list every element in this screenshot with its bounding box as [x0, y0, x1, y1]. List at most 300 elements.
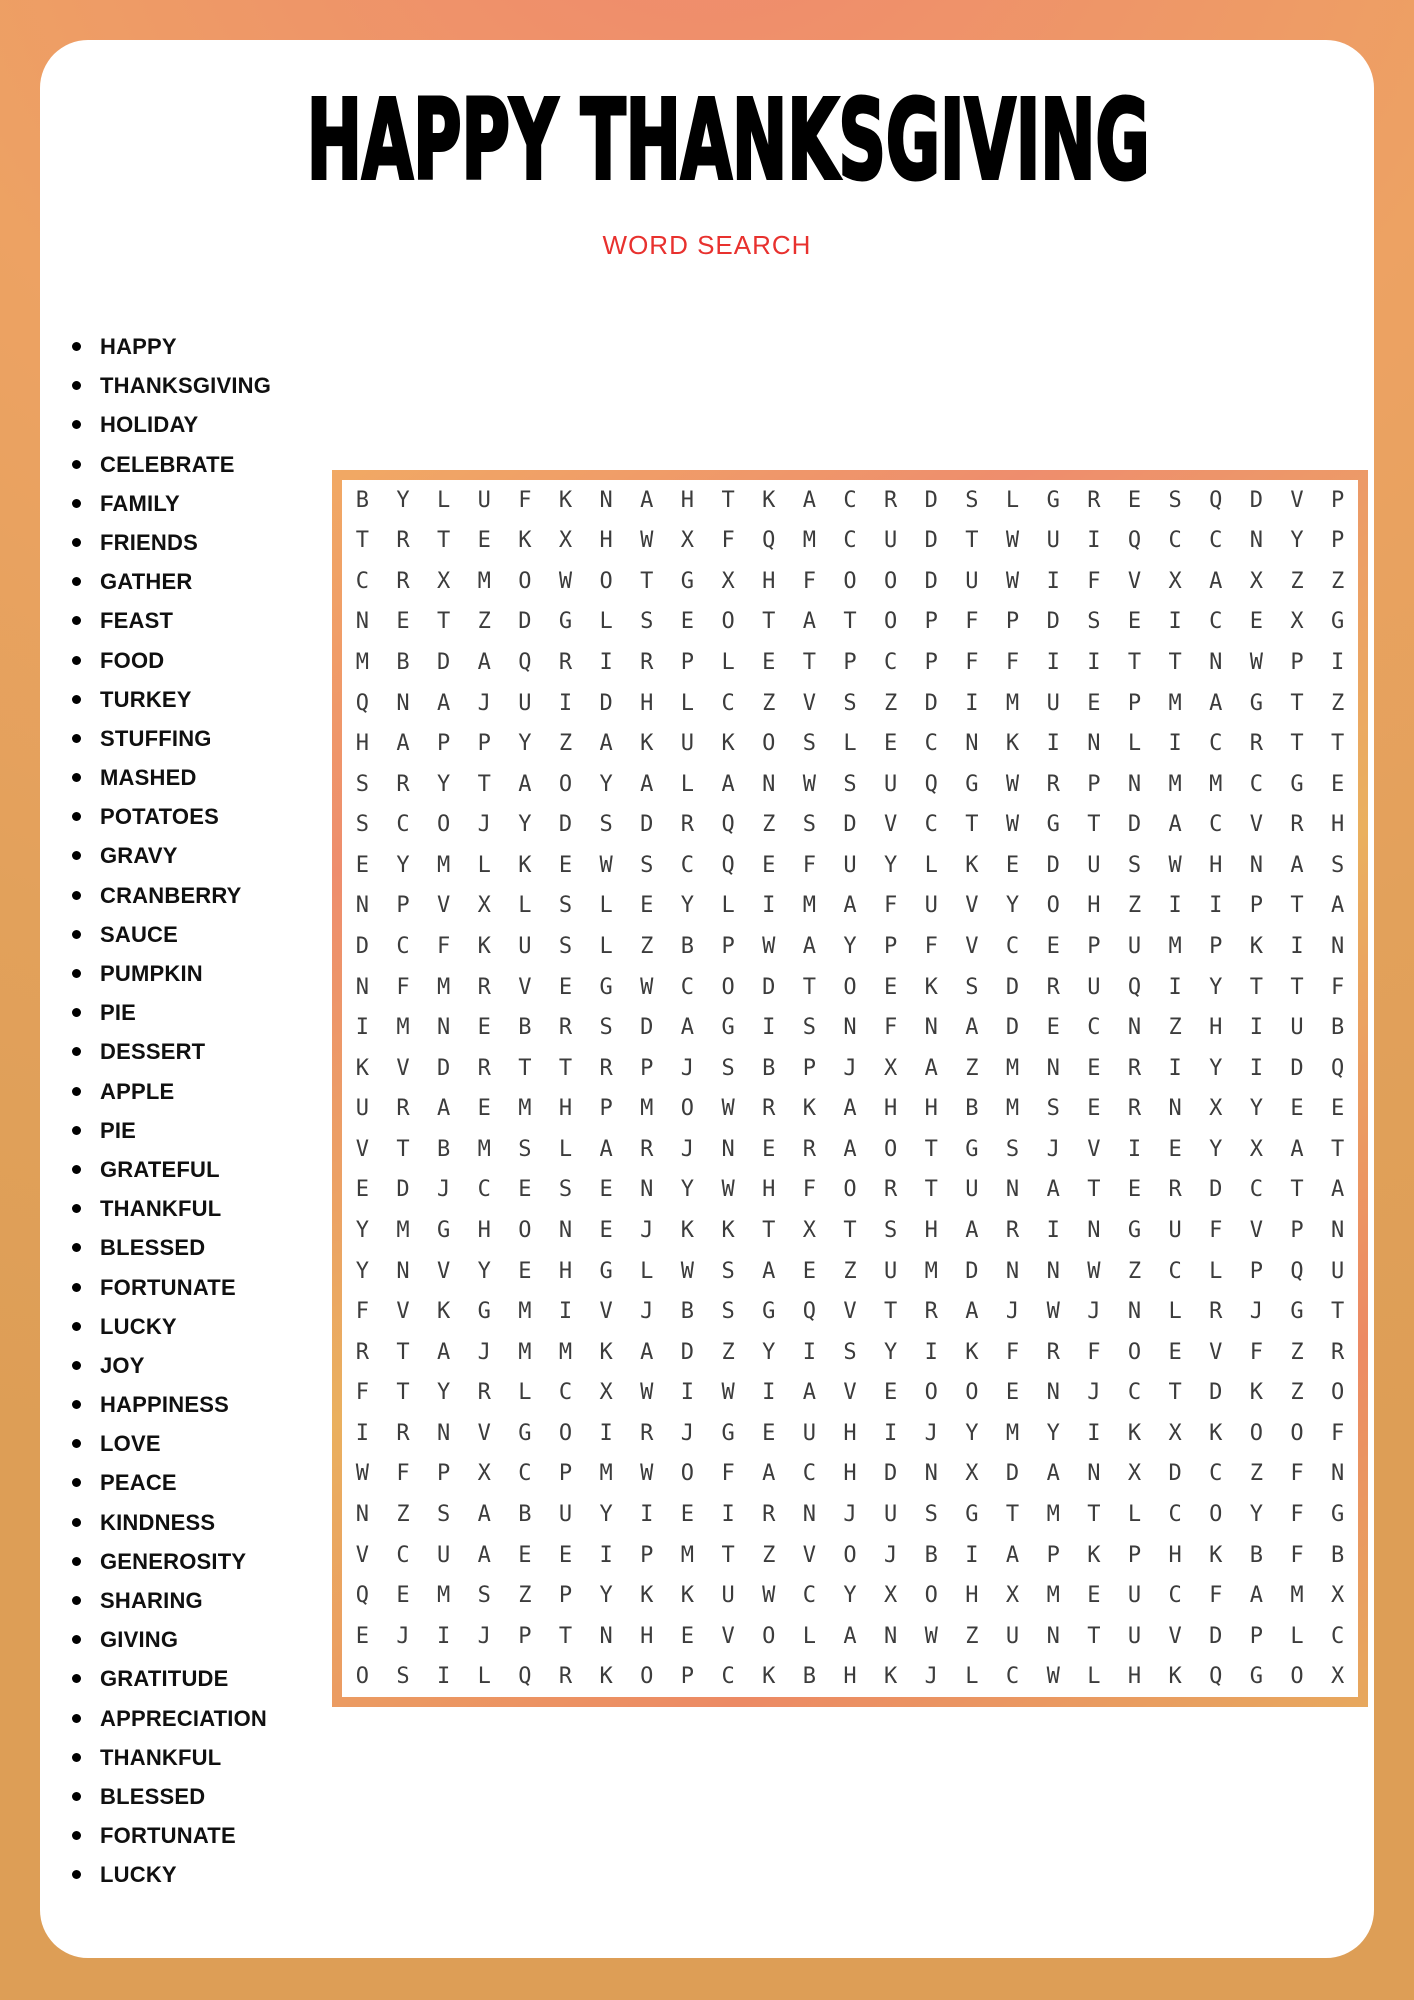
grid-letter: E — [1005, 852, 1020, 878]
grid-letter: Y — [680, 893, 695, 919]
grid-letter: K — [721, 731, 735, 757]
grid-letter: G — [965, 1136, 979, 1162]
grid-letter: Q — [762, 528, 776, 554]
grid-letter: O — [762, 1623, 776, 1649]
grid-letter: V — [436, 893, 451, 919]
grid-letter: P — [640, 1055, 654, 1081]
grid-letter: R — [1087, 487, 1101, 513]
grid-letter: C — [1209, 731, 1223, 757]
grid-letter: A — [477, 650, 491, 676]
grid-letter: H — [680, 487, 695, 513]
grid-border-frame — [332, 470, 1368, 1707]
grid-letter: E — [1168, 1339, 1182, 1365]
grid-letter: G — [1249, 690, 1264, 716]
grid-letter: J — [1249, 1299, 1264, 1325]
grid-letter: V — [477, 1420, 491, 1446]
grid-letter: X — [1005, 1583, 1020, 1609]
grid-letter: M — [640, 1096, 654, 1122]
grid-letter: D — [518, 609, 532, 635]
grid-letter: X — [477, 893, 491, 919]
grid-letter: J — [680, 1055, 695, 1081]
grid-letter: R — [1290, 812, 1304, 838]
word-list-item: GENEROSITY — [72, 1542, 271, 1581]
grid-letter: F — [1290, 1542, 1304, 1568]
grid-letter: Q — [1209, 1664, 1223, 1690]
grid-letter: S — [436, 1501, 451, 1527]
grid-letter: G — [680, 568, 695, 594]
grid-letter: N — [1046, 1623, 1060, 1649]
grid-letter: O — [558, 771, 573, 797]
grid-letter: I — [1168, 1055, 1182, 1081]
grid-letter: T — [1331, 731, 1345, 757]
grid-letter: Y — [965, 1420, 979, 1446]
grid-letter: U — [721, 1583, 735, 1609]
grid-letter: Q — [924, 771, 938, 797]
grid-letter: J — [843, 1055, 857, 1081]
grid-letter: M — [680, 1542, 695, 1568]
grid-letter: V — [1249, 1217, 1264, 1243]
grid-letter: U — [477, 487, 491, 513]
grid-letter: K — [721, 1217, 735, 1243]
word-list-item: BLESSED — [72, 1777, 271, 1816]
grid-letter: D — [762, 974, 776, 1000]
grid-letter: Y — [762, 1339, 776, 1365]
grid-letter: T — [1331, 1299, 1345, 1325]
grid-letter: E — [1127, 1177, 1142, 1203]
grid-letter: T — [924, 1177, 938, 1203]
grid-letter: E — [1331, 771, 1345, 797]
grid-letter: L — [1005, 487, 1020, 513]
grid-letter: K — [1005, 731, 1020, 757]
grid-letter: N — [1087, 1461, 1101, 1487]
grid-letter: H — [1209, 852, 1223, 878]
grid-letter: T — [1127, 650, 1142, 676]
grid-letter: K — [965, 852, 979, 878]
grid-letter: B — [1249, 1542, 1264, 1568]
word-list-item: APPLE — [72, 1072, 271, 1111]
grid-letter: J — [640, 1217, 654, 1243]
grid-letter: Z — [1290, 1339, 1304, 1365]
word-list — [72, 327, 271, 1895]
grid-letter: L — [599, 934, 613, 959]
grid-letter: N — [884, 1623, 898, 1649]
grid-letter: W — [1046, 1299, 1060, 1325]
grid-letter: E — [680, 609, 695, 635]
grid-letter: S — [1127, 852, 1142, 878]
grid-letter: J — [1087, 1380, 1101, 1406]
grid-letter: A — [1290, 852, 1304, 878]
grid-letter: X — [1127, 1461, 1142, 1487]
grid-letter: U — [884, 528, 898, 554]
grid-letter: J — [680, 1136, 695, 1162]
grid-letter: E — [1290, 1096, 1304, 1122]
grid-letter: S — [721, 1299, 735, 1325]
grid-letter: C — [1249, 1177, 1264, 1203]
grid-letter: S — [518, 1136, 532, 1162]
grid-letter: P — [1087, 771, 1101, 797]
grid-letter: I — [762, 893, 776, 919]
grid-letter: F — [1087, 568, 1101, 594]
grid-letter: S — [1168, 487, 1182, 513]
grid-letter: R — [396, 1096, 410, 1122]
grid-letter: I — [1087, 650, 1101, 676]
grid-letter: V — [1127, 568, 1142, 594]
grid-letter: O — [1046, 893, 1060, 919]
grid-letter: X — [884, 1583, 898, 1609]
grid-letter: W — [1005, 568, 1020, 594]
grid-letter: U — [1005, 1623, 1020, 1649]
word-list-item: FORTUNATE — [72, 1816, 271, 1855]
page-title: HAPPY THANKSGIVING — [306, 76, 1150, 204]
grid-letter: P — [518, 1623, 532, 1649]
grid-letter: A — [762, 1258, 776, 1284]
grid-letter: N — [802, 1501, 816, 1527]
grid-letter: T — [884, 1299, 898, 1325]
grid-letter: A — [924, 1055, 938, 1081]
grid-letter: P — [558, 1583, 573, 1609]
grid-letter: T — [1087, 812, 1101, 838]
grid-letter: D — [599, 690, 613, 716]
word-list-item: FRIENDS — [72, 523, 271, 562]
grid-letter: D — [1249, 487, 1264, 513]
grid-letter: Z — [843, 1258, 857, 1284]
grid-letter: U — [1127, 1583, 1142, 1609]
grid-letter: G — [1290, 1299, 1304, 1325]
grid-letter: F — [721, 1461, 735, 1487]
grid-letter: G — [558, 609, 573, 635]
grid-letter: W — [1249, 650, 1264, 676]
word-list-item: HAPPY — [72, 327, 271, 366]
grid-letter: R — [396, 528, 410, 554]
grid-letter: W — [599, 852, 613, 878]
grid-letter: G — [1127, 1217, 1142, 1243]
grid-letter: J — [680, 1420, 695, 1446]
grid-letter: M — [1168, 690, 1182, 716]
grid-letter: N — [1087, 1217, 1101, 1243]
grid-letter: U — [884, 771, 898, 797]
grid-letter: P — [1046, 1542, 1060, 1568]
word-list-item: THANKFUL — [72, 1738, 271, 1777]
grid-letter: R — [1046, 1339, 1060, 1365]
grid-letter: P — [1249, 893, 1264, 919]
grid-letter: E — [558, 852, 573, 878]
grid-letter: N — [1127, 1015, 1142, 1041]
grid-letter: F — [721, 528, 735, 554]
grid-letter: U — [884, 1258, 898, 1284]
grid-letter: J — [924, 1420, 938, 1446]
grid-letter: P — [802, 1055, 816, 1081]
grid-letter: S — [924, 1501, 938, 1527]
grid-letter: K — [518, 528, 532, 554]
grid-letter: C — [477, 1177, 491, 1203]
word-list-item: APPRECIATION — [72, 1699, 271, 1738]
grid-letter: K — [762, 487, 776, 513]
grid-letter: J — [884, 1542, 898, 1568]
grid-letter: C — [396, 812, 410, 838]
grid-letter: E — [1046, 1015, 1060, 1041]
grid-letter: X — [1331, 1664, 1345, 1690]
grid-letter: Q — [1127, 528, 1142, 554]
grid-letter: H — [924, 1096, 938, 1122]
grid-letter: O — [965, 1380, 979, 1406]
grid-letter: S — [355, 812, 369, 838]
grid-letter: K — [965, 1339, 979, 1365]
grid-letter: A — [1331, 893, 1345, 919]
grid-letter: H — [1168, 1542, 1182, 1568]
grid-letter: Q — [1209, 487, 1223, 513]
grid-letter: W — [1168, 852, 1182, 878]
grid-letter: E — [477, 1096, 491, 1122]
grid-letter: M — [518, 1299, 532, 1325]
grid-letter: O — [843, 974, 857, 1000]
grid-letter: C — [396, 1542, 410, 1568]
grid-letter: R — [1046, 974, 1060, 1000]
grid-letter: O — [518, 568, 532, 594]
grid-letter: Q — [355, 690, 369, 716]
grid-letter: A — [1168, 812, 1182, 838]
grid-letter: R — [1209, 1299, 1223, 1325]
grid-letter: I — [1168, 893, 1182, 919]
grid-letter: M — [477, 568, 491, 594]
grid-letter: S — [721, 1055, 735, 1081]
grid-letter: M — [436, 852, 451, 878]
grid-letter: V — [965, 893, 979, 919]
grid-letter: Y — [1290, 528, 1304, 554]
word-list-item: TURKEY — [72, 680, 271, 719]
grid-letter: A — [965, 1217, 979, 1243]
word-list-item: MASHED — [72, 758, 271, 797]
grid-letter: R — [1168, 1177, 1182, 1203]
grid-letter: H — [1127, 1664, 1142, 1690]
grid-letter: E — [680, 1501, 695, 1527]
grid-letter: U — [558, 1501, 573, 1527]
grid-letter: L — [599, 893, 613, 919]
grid-letter: R — [1127, 1096, 1142, 1122]
grid-letter: W — [640, 1461, 654, 1487]
grid-letter: Z — [477, 609, 491, 635]
grid-letter: Q — [1290, 1258, 1304, 1284]
grid-letter: F — [1331, 974, 1345, 1000]
grid-letter: E — [762, 1136, 776, 1162]
grid-letter: M — [518, 1096, 532, 1122]
grid-letter: X — [1290, 609, 1304, 635]
grid-letter: Z — [721, 1339, 735, 1365]
word-list-item: BLESSED — [72, 1228, 271, 1267]
word-list-item: FOOD — [72, 641, 271, 680]
grid-letter: I — [965, 1542, 979, 1568]
word-list-item: STUFFING — [72, 719, 271, 758]
grid-letter: Z — [518, 1583, 532, 1609]
grid-letter: V — [436, 1258, 451, 1284]
grid-letter: Y — [1005, 893, 1020, 919]
grid-letter: A — [802, 609, 816, 635]
grid-letter: M — [1290, 1583, 1304, 1609]
grid-letter: S — [640, 609, 654, 635]
grid-letter: E — [477, 1015, 491, 1041]
grid-letter: D — [1046, 852, 1060, 878]
grid-letter: V — [843, 1299, 857, 1325]
grid-letter: I — [599, 1542, 613, 1568]
grid-letter: Q — [518, 1664, 532, 1690]
grid-letter: Y — [396, 852, 410, 878]
grid-letter: F — [1209, 1583, 1223, 1609]
grid-letter: J — [1087, 1299, 1101, 1325]
grid-letter: U — [1087, 974, 1101, 1000]
grid-letter: R — [640, 1420, 654, 1446]
grid-letter: D — [1005, 974, 1020, 1000]
grid-letter: P — [1290, 1217, 1304, 1243]
grid-letter: W — [762, 1583, 776, 1609]
grid-letter: P — [640, 1542, 654, 1568]
grid-letter: G — [477, 1299, 491, 1325]
grid-letter: N — [843, 1015, 857, 1041]
grid-letter: T — [1087, 1501, 1101, 1527]
grid-letter: H — [1331, 812, 1345, 838]
grid-letter: T — [762, 1217, 776, 1243]
grid-letter: F — [802, 568, 816, 594]
grid-letter: N — [1127, 1299, 1142, 1325]
grid-letter: Z — [1127, 893, 1142, 919]
grid-letter: D — [1005, 1461, 1020, 1487]
grid-letter: R — [762, 1096, 776, 1122]
grid-letter: C — [1249, 771, 1264, 797]
grid-letter: E — [518, 1542, 532, 1568]
grid-letter: O — [1290, 1420, 1304, 1446]
grid-letter: F — [396, 974, 410, 1000]
grid-letter: Z — [1331, 568, 1345, 594]
grid-letter: D — [436, 1055, 451, 1081]
grid-letter: M — [1005, 1055, 1020, 1081]
grid-letter: F — [1005, 650, 1020, 676]
grid-letter: R — [396, 1420, 410, 1446]
grid-letter: E — [884, 731, 898, 757]
grid-letter: Y — [436, 1380, 451, 1406]
grid-letter: N — [1046, 1055, 1060, 1081]
grid-letter: J — [924, 1664, 938, 1690]
grid-letter: D — [558, 812, 573, 838]
grid-letter: C — [1209, 812, 1223, 838]
grid-letter: W — [355, 1461, 369, 1487]
grid-letter: U — [1127, 1623, 1142, 1649]
grid-letter: V — [396, 1055, 410, 1081]
grid-letter: X — [802, 1217, 816, 1243]
grid-letter: B — [396, 650, 410, 676]
grid-letter: H — [924, 1217, 938, 1243]
grid-letter: A — [1046, 1177, 1060, 1203]
grid-letter: D — [1046, 609, 1060, 635]
grid-letter: N — [355, 974, 369, 1000]
grid-letter: T — [436, 609, 451, 635]
grid-letter: I — [1168, 609, 1182, 635]
grid-letter: A — [640, 771, 654, 797]
grid-letter: G — [1331, 609, 1345, 635]
grid-letter: P — [396, 893, 410, 919]
grid-letter: S — [558, 893, 573, 919]
grid-letter: Y — [1209, 1055, 1223, 1081]
grid-letter: R — [599, 1055, 613, 1081]
grid-letter: M — [1168, 771, 1182, 797]
grid-letter: X — [965, 1461, 979, 1487]
word-list-item: CELEBRATE — [72, 445, 271, 484]
word-list-item: FORTUNATE — [72, 1268, 271, 1307]
grid-letter: T — [802, 974, 816, 1000]
grid-letter: Y — [1209, 1136, 1223, 1162]
grid-letter: X — [1168, 568, 1182, 594]
grid-letter: L — [1209, 1258, 1223, 1284]
grid-letter: I — [355, 1420, 369, 1446]
grid-letter: S — [558, 934, 573, 959]
grid-letter: U — [1127, 934, 1142, 959]
grid-letter: B — [518, 1501, 532, 1527]
grid-letter: K — [762, 1664, 776, 1690]
grid-letter: F — [1331, 1420, 1345, 1446]
grid-letter: I — [1331, 650, 1345, 676]
grid-letter: Z — [965, 1623, 979, 1649]
grid-letter: K — [558, 487, 573, 513]
grid-letter: A — [396, 731, 410, 757]
grid-letter: D — [843, 812, 857, 838]
grid-letter: Q — [518, 650, 532, 676]
grid-letter: Z — [1290, 1380, 1304, 1406]
grid-letter: P — [599, 1096, 613, 1122]
grid-letter: P — [1249, 1623, 1264, 1649]
grid-letter: A — [1331, 1177, 1345, 1203]
grid-letter: U — [1046, 690, 1060, 716]
grid-letter: H — [558, 1258, 573, 1284]
grid-letter: I — [1127, 1136, 1142, 1162]
grid-letter: W — [640, 1380, 654, 1406]
grid-letter: O — [1127, 1339, 1142, 1365]
grid-letter: Z — [762, 690, 776, 716]
grid-letter: J — [843, 1501, 857, 1527]
grid-letter: K — [802, 1096, 816, 1122]
grid-letter: T — [477, 771, 491, 797]
grid-letter: V — [1249, 812, 1264, 838]
grid-letter: M — [1005, 1096, 1020, 1122]
grid-letter: S — [843, 690, 857, 716]
grid-letter: K — [1087, 1542, 1101, 1568]
grid-letter: I — [924, 1339, 938, 1365]
grid-letter: A — [802, 487, 816, 513]
grid-letter: I — [884, 1420, 898, 1446]
grid-letter: L — [680, 771, 695, 797]
grid-letter: A — [477, 1501, 491, 1527]
grid-letter: D — [640, 1015, 654, 1041]
grid-letter: A — [843, 1623, 857, 1649]
grid-letter: A — [762, 1461, 776, 1487]
grid-letter: T — [965, 812, 979, 838]
grid-letter: G — [721, 1015, 735, 1041]
grid-letter: Y — [1249, 1501, 1264, 1527]
grid-letter: O — [1209, 1501, 1223, 1527]
grid-letter: H — [599, 528, 613, 554]
grid-letter: H — [355, 731, 369, 757]
grid-letter: U — [1046, 528, 1060, 554]
grid-letter: P — [1331, 528, 1345, 554]
grid-letter: D — [396, 1177, 410, 1203]
grid-letter: K — [599, 1339, 613, 1365]
grid-letter: H — [640, 690, 654, 716]
grid-letter: L — [436, 487, 451, 513]
grid-letter: O — [680, 1096, 695, 1122]
grid-letter: K — [1168, 1664, 1182, 1690]
grid-letter: D — [1209, 1380, 1223, 1406]
grid-letter: C — [680, 974, 695, 1000]
grid-letter: V — [965, 934, 979, 959]
grid-letter: A — [640, 1339, 654, 1365]
grid-letter: A — [599, 1136, 613, 1162]
grid-letter: P — [680, 1664, 695, 1690]
